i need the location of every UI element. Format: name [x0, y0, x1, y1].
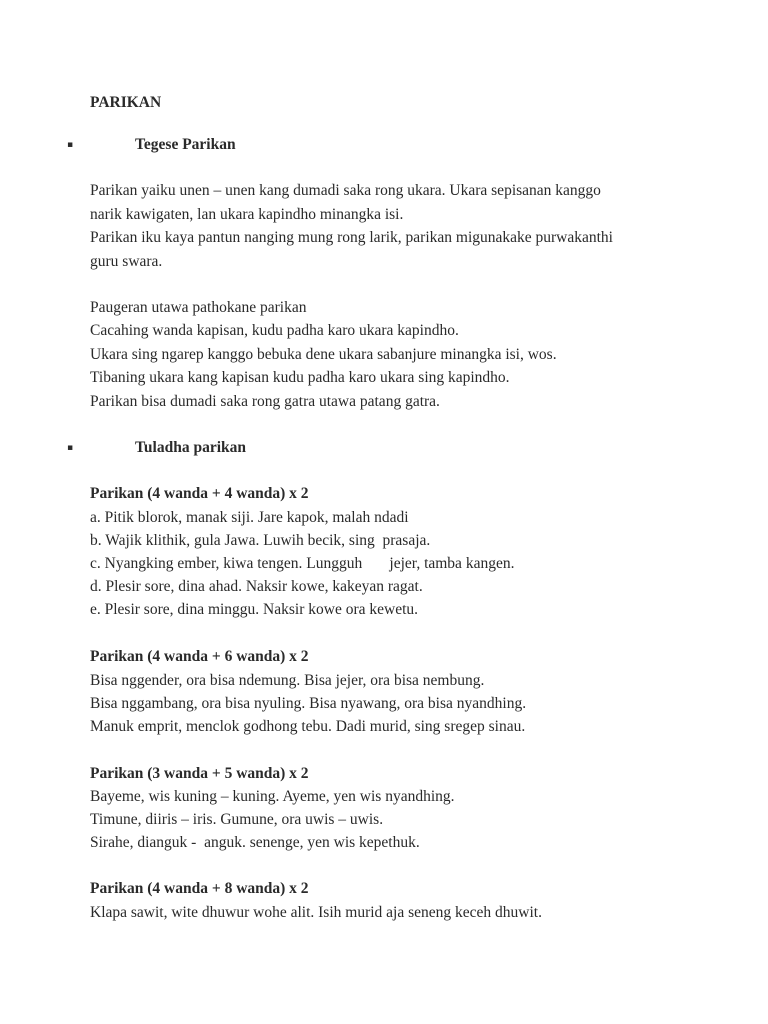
paragraph-line: Parikan bisa dumadi saka rong gatra utawa patang gatra. [90, 393, 440, 410]
example-line: Sirahe, dianguk - anguk. senenge, yen wis kepethuk. [90, 834, 420, 851]
example-line: Bisa nggambang, ora bisa nyuling. Bisa nyawang, ora bisa nyandhing. [90, 695, 527, 712]
section-heading-tegese: Tegese Parikan [135, 136, 236, 153]
paragraph-line: narik kawigaten, lan ukara kapindho minangka isi. [90, 206, 404, 223]
section-heading-tuladha: Tuladha parikan [135, 439, 247, 456]
example-line: d. Plesir sore, dina ahad. Naksir kowe, kakeyan ragat. [90, 578, 423, 595]
paragraph-line: Parikan iku kaya pantun nanging mung rong larik, parikan migunakake purwakanthi [90, 229, 613, 246]
group-title: Parikan (4 wanda + 4 wanda) x 2 [90, 485, 309, 502]
example-line: e. Plesir sore, dina minggu. Naksir kowe ora kewetu. [90, 601, 419, 618]
paragraph-line: Cacahing wanda kapisan, kudu padha karo ukara kapindho. [90, 322, 459, 339]
paragraph-line: Paugeran utawa pathokane parikan [90, 299, 307, 316]
example-line: a. Pitik blorok, manak siji. Jare kapok, malah ndadi [90, 509, 409, 526]
example-line: c. Nyangking ember, kiwa tengen. Lungguh jejer, tamba kangen. [90, 555, 515, 572]
paragraph-line: Parikan yaiku unen – unen kang dumadi saka rong ukara. Ukara sepisanan kanggo [90, 182, 601, 199]
example-line: Manuk emprit, menclok godhong tebu. Dadi murid, sing sregep sinau. [90, 718, 526, 735]
bullet-icon: ▪ [67, 443, 74, 453]
paragraph-line: guru swara. [90, 253, 163, 270]
example-line: Bayeme, wis kuning – kuning. Ayeme, yen wis nyandhing. [90, 788, 455, 805]
example-line: Bisa nggender, ora bisa ndemung. Bisa jejer, ora bisa nembung. [90, 672, 485, 689]
doc-title: PARIKAN [90, 94, 162, 111]
example-line: Timune, diiris – iris. Gumune, ora uwis – uwis. [90, 811, 384, 828]
paragraph-line: Tibaning ukara kang kapisan kudu padha karo ukara sing kapindho. [90, 369, 510, 386]
paragraph-line: Ukara sing ngarep kanggo bebuka dene ukara sabanjure minangka isi, wos. [90, 346, 557, 363]
group-title: Parikan (4 wanda + 6 wanda) x 2 [90, 648, 309, 665]
example-line: Klapa sawit, wite dhuwur wohe alit. Isih murid aja seneng keceh dhuwit. [90, 904, 542, 921]
group-title: Parikan (3 wanda + 5 wanda) x 2 [90, 765, 309, 782]
bullet-icon: ▪ [67, 140, 74, 150]
group-title: Parikan (4 wanda + 8 wanda) x 2 [90, 880, 309, 897]
example-line: b. Wajik klithik, gula Jawa. Luwih becik, sing prasaja. [90, 532, 431, 549]
